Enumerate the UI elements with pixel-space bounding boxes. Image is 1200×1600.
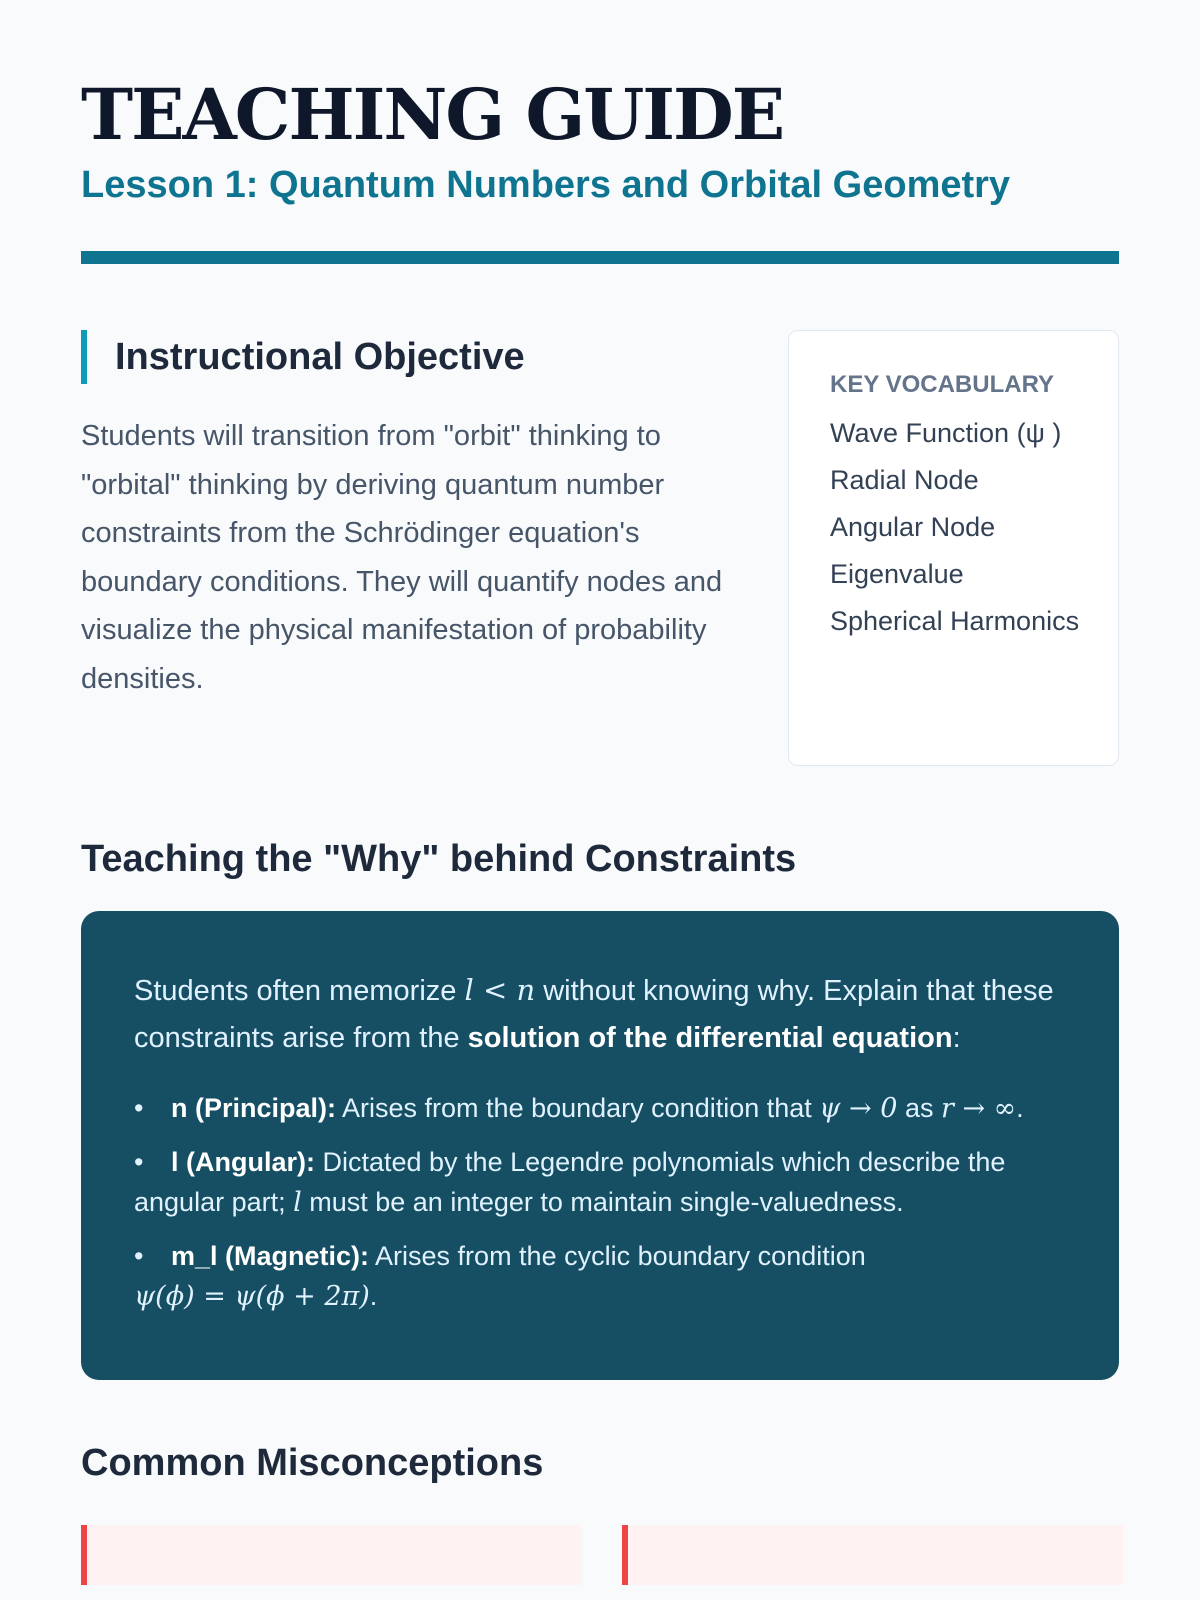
divider	[81, 251, 1119, 264]
bullet-label: n (Principal):	[171, 1093, 337, 1123]
bullet-label: l (Angular):	[171, 1147, 315, 1177]
text: :	[952, 1022, 961, 1054]
text: Arises from the cyclic boundary condition	[369, 1241, 866, 1271]
list-item	[134, 1088, 1066, 1129]
objective-heading: Instructional Objective	[81, 330, 741, 384]
vocab-item: Spherical Harmonics	[830, 606, 1080, 636]
misconceptions-heading: Common Misconceptions	[81, 1442, 544, 1484]
list-item	[134, 1142, 1066, 1223]
vocab-item: Wave Function (ψ )	[830, 418, 1062, 448]
why-intro	[134, 967, 1066, 1062]
lesson-subtitle: Lesson 1: Quantum Numbers and Orbital Geometry	[81, 164, 1011, 206]
misconception-card	[622, 1525, 1123, 1585]
list-item	[134, 1236, 1066, 1317]
why-callout	[81, 911, 1119, 1380]
text: as	[897, 1093, 941, 1123]
text: Dictated by the Legendre polynomials which describe the angular part;	[134, 1147, 1006, 1217]
bold-text: solution of the differential equation	[467, 1022, 953, 1054]
page-title: TEACHING GUIDE	[81, 73, 784, 156]
bullet-label: m_l (Magnetic):	[171, 1241, 370, 1271]
math: r → ∞	[940, 1093, 1017, 1124]
math: ψ → 0	[819, 1093, 898, 1124]
objective-section	[81, 330, 741, 766]
why-heading: Teaching the "Why" behind Constraints	[81, 838, 797, 880]
objective-text: Students will transition from "orbit" thinking to "orbital" thinking by deriving quantum number constraints from the Schrödinger equation's boundary conditions. They will quantify nodes and visualize the physical manifestation of probability densities.	[81, 420, 723, 695]
text: Arises from the boundary condition that	[336, 1093, 820, 1123]
vocab-item: Eigenvalue	[830, 559, 964, 589]
vocabulary-label: KEY VOCABULARY	[830, 371, 1055, 398]
text: must be an integer to maintain single-valuedness.	[301, 1187, 904, 1217]
text: .	[369, 1281, 378, 1311]
math: l < n	[464, 973, 536, 1007]
math: l	[293, 1187, 302, 1218]
text: Students often memorize	[134, 975, 465, 1007]
misconception-card	[81, 1525, 582, 1585]
math: ψ(ϕ) = ψ(ϕ + 2π)	[134, 1281, 370, 1312]
text: without knowing why. Explain that these constraints arise from the	[134, 975, 1054, 1054]
vocabulary-card	[788, 330, 1119, 766]
vocab-item: Angular Node	[830, 512, 996, 542]
vocab-item: Radial Node	[830, 465, 979, 495]
text: .	[1016, 1093, 1024, 1123]
